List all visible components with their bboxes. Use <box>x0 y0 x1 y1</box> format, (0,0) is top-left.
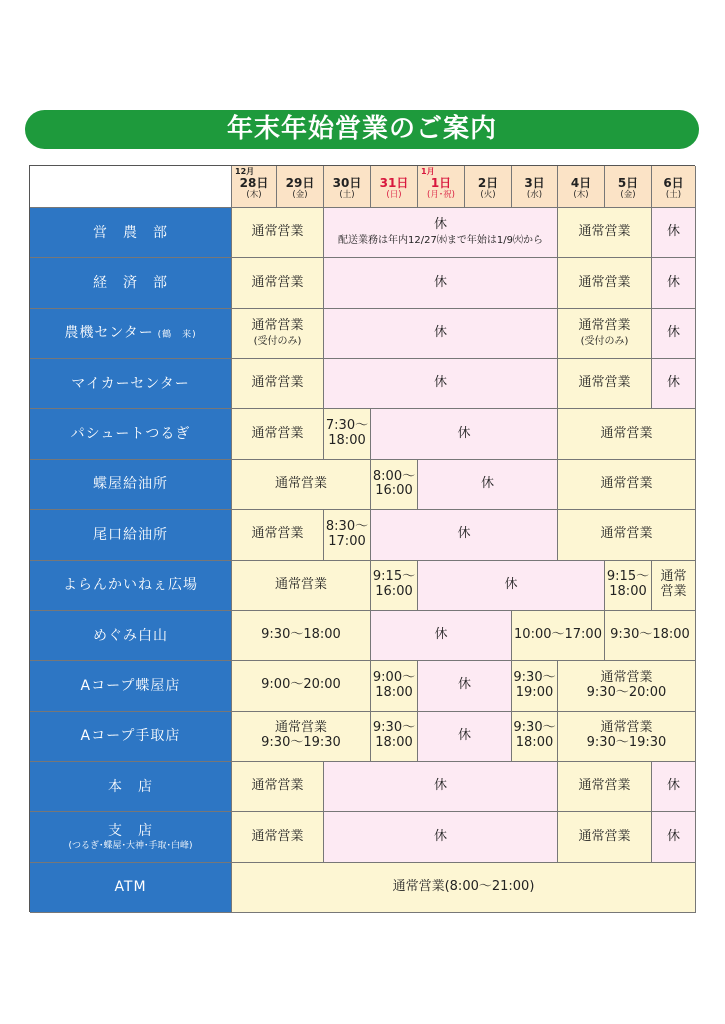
open-cell <box>232 208 324 258</box>
cell-text: 9:30〜19:30 <box>261 735 341 751</box>
department-name <box>30 661 232 711</box>
cell-text: 休 <box>433 274 447 290</box>
department-label: パシュートつるぎ <box>70 426 191 443</box>
open-cell <box>232 258 324 308</box>
closed-cell <box>652 309 696 359</box>
open-cell <box>558 762 652 812</box>
open-cell <box>371 561 418 611</box>
month-label: 12月 <box>235 167 255 176</box>
closed-cell <box>652 258 696 308</box>
cell-text: 18:00 <box>375 735 413 751</box>
cell-text: 通常営業 <box>251 828 304 844</box>
open-cell <box>232 712 371 762</box>
cell-text: 通常営業 <box>274 476 327 491</box>
open-cell <box>324 409 371 459</box>
cell-text: 18:00 <box>609 584 647 600</box>
cell-text: 9:30〜18:00 <box>261 627 341 643</box>
closed-cell <box>652 208 696 258</box>
cell-text: 9:30〜18:00 <box>610 627 690 643</box>
cell-text: 通常営業 <box>274 576 327 592</box>
cell-text: 通常営業 <box>600 425 653 441</box>
cell-text: 通常営業 <box>578 778 631 794</box>
cell-text: 通常営業 <box>251 375 304 391</box>
cell-text: 休 <box>434 627 448 643</box>
open-cell <box>558 258 652 308</box>
closed-cell <box>652 359 696 409</box>
closed-cell <box>324 258 558 308</box>
date-header <box>418 166 465 208</box>
department-name <box>30 460 232 510</box>
weekday-label: (月･祝) <box>427 189 455 200</box>
cell-text: 8:00〜 <box>372 468 416 484</box>
date-label: 29日 <box>285 175 315 190</box>
date-header <box>512 166 558 208</box>
department-label: マイカーセンター <box>71 375 190 392</box>
cell-text: 休 <box>666 375 680 391</box>
department-name <box>30 863 232 913</box>
cell-text: 17:00 <box>328 533 366 549</box>
closed-cell <box>324 208 558 258</box>
date-header <box>465 166 512 208</box>
department-label: Aコープ手取店 <box>80 728 181 745</box>
cell-text: 18:00 <box>375 684 413 700</box>
open-cell <box>232 460 371 510</box>
open-cell <box>558 359 652 409</box>
date-label: 5日 <box>617 175 639 190</box>
schedule-table <box>29 165 695 912</box>
cell-text: 通常営業 <box>578 274 631 290</box>
cell-text: 通常営業 <box>578 318 631 334</box>
cell-text: 休 <box>666 324 680 340</box>
cell-text: 休 <box>666 828 680 844</box>
cell-text: 通常営業 <box>578 375 631 391</box>
cell-text: 通常営業(8:00〜21:00) <box>392 878 535 894</box>
cell-text: 9:30〜20:00 <box>586 684 667 700</box>
department-name <box>30 359 232 409</box>
cell-text: 休 <box>433 375 447 391</box>
cell-text: 休 <box>457 727 471 743</box>
cell-text: 8:30〜 <box>325 518 369 534</box>
cell-text: 9:30〜 <box>513 669 556 685</box>
open-cell <box>232 812 324 862</box>
cell-text: 休 <box>433 828 447 844</box>
date-label: 6日 <box>663 175 684 190</box>
open-cell <box>232 561 371 611</box>
cell-text: 18:00 <box>328 433 366 449</box>
cell-text: 通常営業 <box>578 828 631 844</box>
department-name <box>30 762 232 812</box>
weekday-label: (土) <box>339 189 355 200</box>
cell-text: 通常営業 <box>274 720 327 736</box>
department-label: Aコープ蝶屋店 <box>80 677 181 694</box>
open-cell <box>558 409 696 459</box>
date-label: 2日 <box>477 175 499 190</box>
cell-text: 9:00〜20:00 <box>261 677 341 693</box>
department-sub: (つるぎ･蝶屋･大神･手取･白峰) <box>68 840 193 851</box>
department-name <box>30 258 232 308</box>
open-cell <box>232 762 324 812</box>
weekday-label: (金) <box>620 189 636 200</box>
department-name <box>30 309 232 359</box>
cell-text: 休 <box>504 576 518 592</box>
department-label: めぐみ白山 <box>93 627 168 644</box>
cell-text: 19:00 <box>515 684 554 700</box>
department-label: ATM <box>114 879 147 896</box>
department-name <box>30 812 232 862</box>
cell-text: 16:00 <box>375 584 413 600</box>
cell-text: 通常営業 <box>251 318 304 334</box>
closed-cell <box>652 812 696 862</box>
date-header <box>324 166 371 208</box>
cell-text: 休 <box>433 217 447 233</box>
cell-text: 16:00 <box>375 483 413 499</box>
cell-text: 9:30〜 <box>513 720 556 736</box>
cell-text: 休 <box>666 778 680 794</box>
cell-text: 通常営業 <box>251 274 304 290</box>
page-title: 年末年始営業のご案内 <box>25 110 699 149</box>
department-name <box>30 510 232 560</box>
cell-note: (受付のみ) <box>580 336 629 348</box>
open-cell <box>558 309 652 359</box>
cell-text: 休 <box>666 224 680 240</box>
closed-cell <box>418 661 512 711</box>
open-cell <box>512 712 558 762</box>
department-name <box>30 712 232 762</box>
cell-text: 9:00〜 <box>372 669 416 685</box>
department-label: 蝶屋給油所 <box>93 476 168 493</box>
department-name <box>30 409 232 459</box>
date-header <box>605 166 652 208</box>
department-name <box>30 208 232 258</box>
closed-cell <box>371 510 558 560</box>
open-cell <box>232 611 371 661</box>
department-name <box>30 561 232 611</box>
month-label: 1月 <box>421 167 435 176</box>
date-label: 28日 <box>239 175 269 190</box>
weekday-label: (木) <box>573 189 589 200</box>
open-cell <box>232 661 371 711</box>
cell-text: 通常営業 <box>600 720 653 736</box>
date-header <box>277 166 324 208</box>
cell-text: 休 <box>433 324 447 340</box>
cell-text: 通常営業 <box>251 425 304 441</box>
department-label: 支 店 <box>108 822 153 839</box>
cell-text: 休 <box>457 526 471 542</box>
department-label: 尾口給油所 <box>93 526 168 543</box>
closed-cell <box>324 359 558 409</box>
cell-text: 通常営業 <box>600 669 653 685</box>
cell-text: 通常 <box>660 569 687 585</box>
closed-cell <box>324 762 558 812</box>
cell-note: (受付のみ) <box>253 336 302 348</box>
department-label: 本 店 <box>108 778 153 795</box>
date-header <box>371 166 418 208</box>
closed-cell <box>418 460 558 510</box>
cell-note: 配送業務は年内12/27㈬まで年始は1/9㈫から <box>338 235 543 247</box>
cell-text: 通常営業 <box>578 224 631 240</box>
date-label: 31日 <box>379 175 409 190</box>
department-suffix: (鶴 来) <box>153 330 197 341</box>
cell-text: 通常営業 <box>251 526 304 542</box>
open-cell <box>232 863 696 913</box>
open-cell <box>371 460 418 510</box>
closed-cell <box>324 309 558 359</box>
cell-text: 10:00〜17:00 <box>514 627 602 643</box>
department-label: よらんかいねぇ広場 <box>63 577 198 594</box>
department-label: 営 農 部 <box>93 224 168 241</box>
cell-text: 通常営業 <box>251 778 304 794</box>
open-cell <box>652 561 696 611</box>
closed-cell <box>371 611 512 661</box>
weekday-label: (木) <box>246 189 262 200</box>
closed-cell <box>418 561 605 611</box>
cell-text: 9:15〜 <box>372 569 416 585</box>
date-header <box>232 166 277 208</box>
open-cell <box>371 661 418 711</box>
open-cell <box>232 309 324 359</box>
department-label: 農機センター (鶴 来) <box>64 325 197 342</box>
weekday-label: (金) <box>292 189 308 200</box>
cell-text: 休 <box>480 476 494 491</box>
open-cell <box>558 460 696 510</box>
cell-text: 営業 <box>660 584 687 600</box>
date-header <box>558 166 605 208</box>
cell-text: 9:15〜 <box>606 569 650 585</box>
cell-text: 9:30〜19:30 <box>586 735 667 751</box>
cell-text: 休 <box>666 274 680 290</box>
date-label: 30日 <box>332 175 362 190</box>
cell-text: 通常営業 <box>600 526 653 542</box>
date-header <box>652 166 696 208</box>
closed-cell <box>652 762 696 812</box>
department-label: 経 済 部 <box>93 274 168 291</box>
cell-text: 7:30〜 <box>325 418 369 434</box>
cell-text: 通常営業 <box>251 224 304 240</box>
weekday-label: (水) <box>526 189 543 200</box>
date-label: 1日 <box>430 175 452 190</box>
open-cell <box>232 409 324 459</box>
closed-cell <box>418 712 512 762</box>
open-cell <box>324 510 371 560</box>
open-cell <box>558 510 696 560</box>
weekday-label: (土) <box>665 189 682 200</box>
cell-text: 9:30〜 <box>372 720 416 736</box>
weekday-label: (火) <box>480 189 496 200</box>
cell-text: 休 <box>457 677 471 693</box>
open-cell <box>512 661 558 711</box>
open-cell <box>605 561 652 611</box>
cell-text: 休 <box>433 778 447 794</box>
closed-cell <box>324 812 558 862</box>
open-cell <box>371 712 418 762</box>
cell-text: 通常営業 <box>600 476 653 491</box>
open-cell <box>558 661 696 711</box>
open-cell <box>558 712 696 762</box>
open-cell <box>558 812 652 862</box>
table-corner <box>30 166 232 208</box>
open-cell <box>232 510 324 560</box>
cell-text: 18:00 <box>515 735 554 751</box>
department-name <box>30 611 232 661</box>
weekday-label: (日) <box>386 189 402 200</box>
open-cell <box>232 359 324 409</box>
open-cell <box>558 208 652 258</box>
closed-cell <box>371 409 558 459</box>
open-cell <box>605 611 696 661</box>
cell-text: 休 <box>457 425 471 441</box>
date-label: 3日 <box>524 175 545 190</box>
date-label: 4日 <box>570 175 592 190</box>
open-cell <box>512 611 605 661</box>
